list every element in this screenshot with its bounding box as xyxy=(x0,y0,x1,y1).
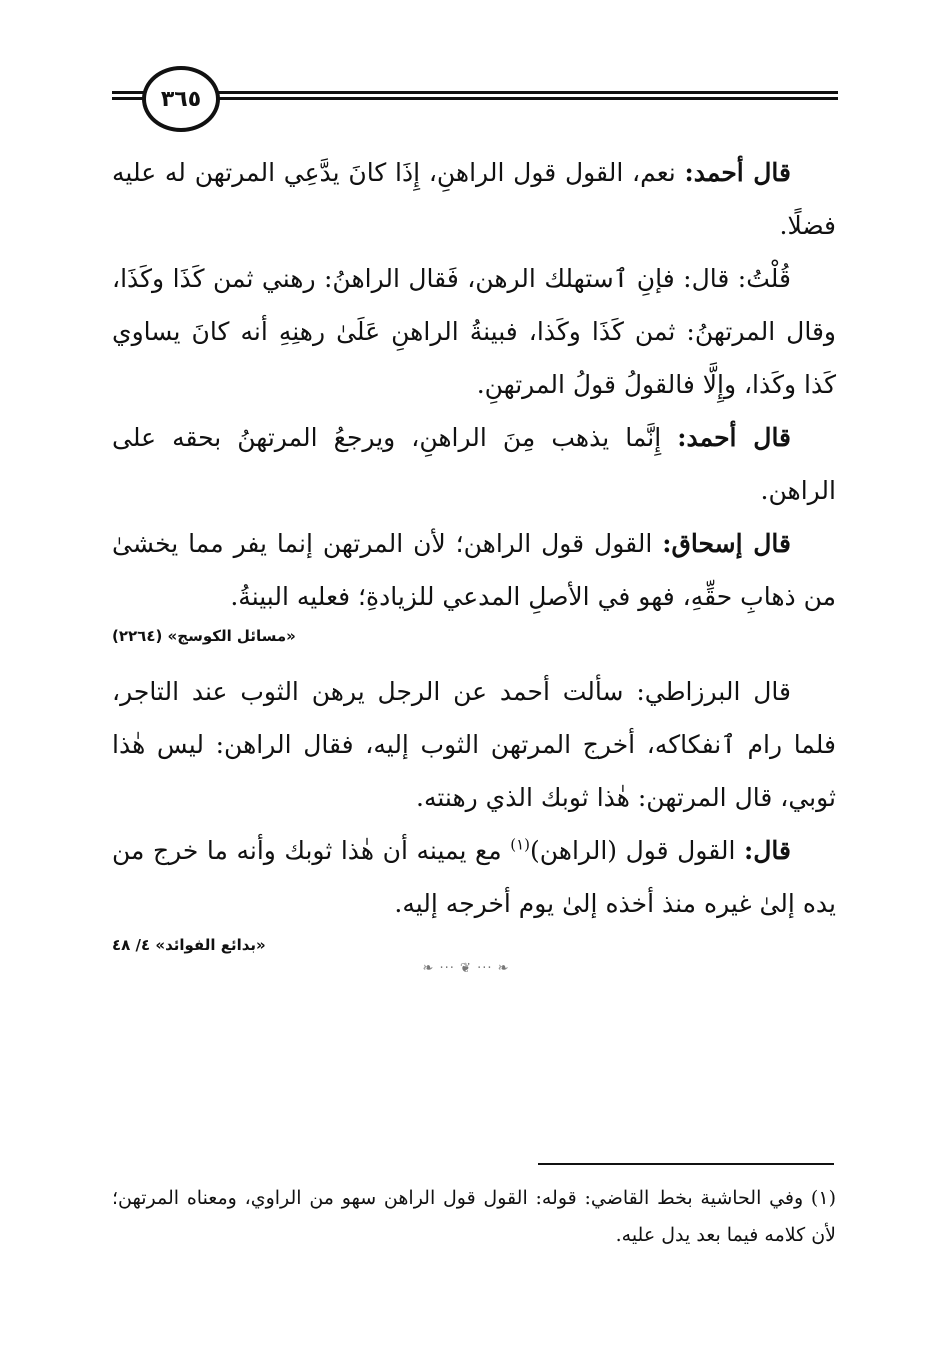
paragraph xyxy=(112,824,836,930)
section-ornament: ❧ ··· ❦ ··· ❧ xyxy=(422,960,510,976)
paragraph-text: مع يمينه أن هٰذا ثوبك وأنه ما خرج من يده إلىٰ غيره منذ أخذه إلىٰ يوم أخرجه إليه. xyxy=(112,836,836,918)
speaker-label: قال: xyxy=(744,836,791,865)
source-citation: «مسائل الكوسج» (٢٢٦٤) xyxy=(112,627,296,645)
paragraph-text: نعم، القول قول الراهنِ، إِذَا كانَ يدَّعِي المرتهن له عليه فضلًا. xyxy=(112,158,836,240)
page-body xyxy=(112,146,836,974)
paragraph: قال البرزاطي: سألت أحمد عن الرجل يرهن الثوب عند التاجر، فلما رام ٱنفكاكه، أخرج المرتهن الثوب إليه، فقال الراهن: ليس هٰذا ثوبي، قال المرتهن: هٰذا ثوبك الذي رهنته. xyxy=(112,677,836,812)
speaker-label: قال أحمد: xyxy=(684,158,791,187)
page-header xyxy=(112,66,838,128)
paragraph xyxy=(112,517,836,623)
footnote-separator xyxy=(538,1163,834,1165)
speaker-label: قال أحمد: xyxy=(677,423,792,452)
paragraph-text: القول قول (الراهن) xyxy=(530,836,745,865)
paragraph xyxy=(112,146,836,252)
speaker-label: قال إسحاق: xyxy=(662,529,792,558)
page-number: ٣٦٥ xyxy=(142,66,220,132)
paragraph xyxy=(112,411,836,517)
header-rule xyxy=(112,91,838,94)
paragraph-text: إِنَّما يذهب مِنَ الراهنِ، ويرجعُ المرتهنُ بحقه على الراهن. xyxy=(112,423,836,505)
paragraph-text: القول قول الراهن؛ لأن المرتهن إنما يفر مما يخشىٰ من ذهابِ حقِّهِ، فهو في الأصلِ المدعي للزيادةِ؛ فعليه البينةُ. xyxy=(112,529,836,611)
header-rule xyxy=(112,97,838,100)
footnote-reference: (١) xyxy=(510,835,531,854)
footnote: (١) وفي الحاشية بخط القاضي: قوله: القول قول الراهن سهو من الراوي، ومعناه المرتهن؛ لأن كلامه فيما بعد يدل عليه. xyxy=(112,1187,836,1246)
paragraph: قُلْتُ: قال: فإنِ ٱستهلك الرهن، فَقال الراهنُ: رهني ثمن كَذَا وكَذَا، وقال المرتهنُ: ثمن كَذَا وكَذا، فبينةُ الراهنِ عَلَىٰ رهنِهِ أنه كانَ يساوي كَذا وكَذا، وإِلَّا فالقولُ قولُ المرتهنِ. xyxy=(112,264,836,399)
source-citation: «بدائع الفوائد» ٤/ ٤٨ xyxy=(112,936,266,954)
